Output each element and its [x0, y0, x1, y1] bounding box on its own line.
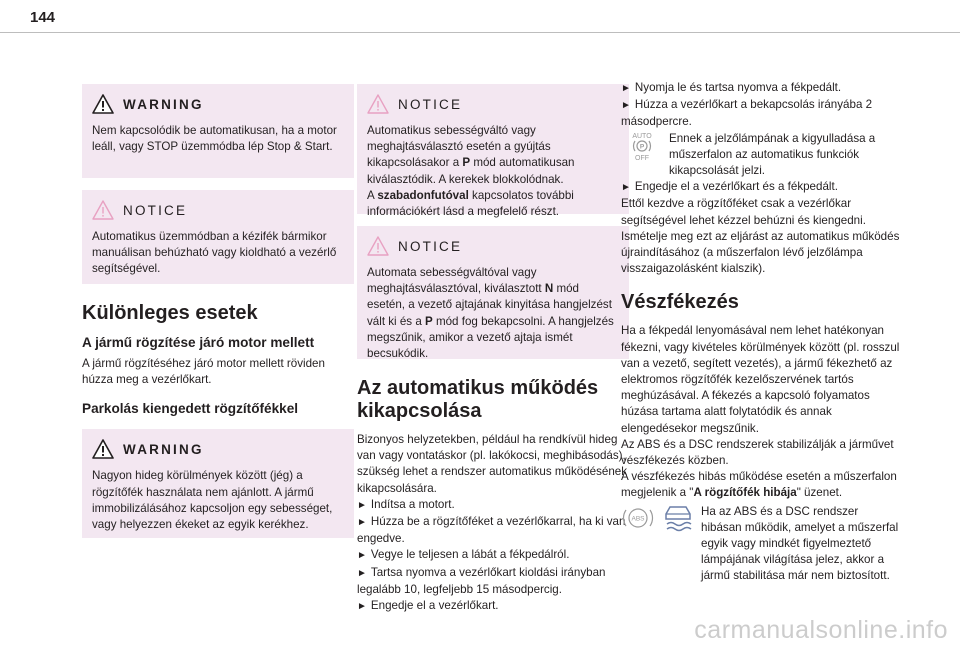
column-1	[82, 84, 354, 550]
list-item: ► Húzza be a rögzítőféket a vezérlőkarral, ha ki van engedve.	[357, 515, 626, 546]
list-item: ► Indítsa a motort.	[357, 497, 455, 511]
notice-box-2	[357, 84, 629, 219]
arrow-icon: ►	[357, 499, 367, 511]
auto-off-brake-icon	[621, 131, 663, 161]
subheading: A jármű rögzítése járó motor mellett	[82, 335, 315, 350]
arrow-icon: ►	[357, 567, 367, 579]
list-item: ► Tartsa nyomva a vezérlőkart kioldási irányban legalább 10, legfeljebb 15 másodpercig.	[357, 565, 606, 596]
list-item: ► Engedje el a vezérlőkart és a fékpedált.	[621, 180, 838, 194]
paragraph: Bizonyos helyzetekben, például ha rendkívül hideg van vagy vontatáskor (pl. lakókocsi, meghibásodás), szükség lehet a rendszer automatikus működésének kikapcsolására.	[357, 433, 628, 495]
warning-triangle-icon	[92, 439, 114, 459]
column-2	[357, 84, 629, 615]
subheading: Parkolás kiengedett rögzítőfékkel	[82, 401, 299, 417]
arrow-icon: ►	[357, 550, 367, 562]
svg-text:ABS: ABS	[631, 515, 645, 523]
arrow-icon: ►	[621, 83, 631, 94]
warning-box-2	[82, 429, 354, 538]
warning-box-1	[82, 84, 354, 178]
step-list	[621, 80, 901, 131]
paragraph: Ettől kezdve a rögzítőféket csak a vezérlőkar segítségével lehet kézzel behúzni és kiengedni. Ismételje meg ezt az eljárást az automatikus működés újraindításához (a műszerfalon lévő jelzőlámpa visszaigazolásként kialszik).	[621, 197, 900, 276]
paragraph: Az ABS és a DSC rendszerek stabilizálják a járművet vészfékezés közben.	[621, 437, 894, 468]
notice-triangle-icon	[367, 236, 389, 256]
list-item: ► Nyomja le és tartsa nyomva a fékpedált.	[621, 81, 842, 94]
section-heading: Vészfékezés	[621, 291, 739, 314]
notice-title: NOTICE	[398, 238, 463, 254]
warning-title: WARNING	[123, 441, 204, 457]
paragraph: A vészfékezés hibás működése esetén a műszerfalon megjelenik a "A rögzítőfék hibája" üzenet.	[621, 470, 897, 500]
auto-off-indicator-row	[621, 131, 901, 180]
page-number: 144	[30, 9, 56, 26]
top-divider	[0, 32, 960, 33]
arrow-icon: ►	[621, 182, 631, 194]
column-3	[621, 80, 901, 585]
svg-text:OFF: OFF	[635, 154, 649, 161]
paragraph: Ha a fékpedál lenyomásával nem lehet hatékonyan fékezni, vagy kivételes körülmények között (pl. rosszul van a vezető, segített vezetés), a jármű fékezhető az elektromos rögzítőfék kezelőszervének tartós meghúzásával. A fékezés a kapcsoló folyamatos húzása tartama alatt folytatódik és annak elengedésekor megszűnik.	[621, 324, 900, 435]
stability-control-icon	[661, 504, 695, 532]
warning-triangle-icon	[92, 94, 114, 114]
arrow-icon: ►	[621, 100, 631, 112]
list-item: ► Húzza a vezérlőkart a bekapcsolás irányába 2 másodpercre.	[621, 98, 873, 129]
warning-title: WARNING	[123, 96, 204, 112]
list-item: ► Vegye le teljesen a lábát a fékpedálról.	[357, 548, 570, 562]
paragraph: A jármű rögzítéséhez járó motor mellett röviden húzza meg a vezérlőkart.	[82, 357, 325, 387]
notice-text: Automatikus sebességváltó vagy meghajtásválasztó esetén a gyújtás kikapcsolásakor a P mód automatikusan kiválasztódik. A kerekek blokkolódnak. A szabadonfutóval kapcsolatos további információkért lásd a megfelelő részt.	[367, 124, 575, 219]
list-item: ► Engedje el a vezérlőkart.	[357, 599, 499, 613]
section-heading: Különleges esetek	[82, 302, 258, 324]
abs-dsc-indicator-row	[621, 504, 901, 585]
svg-text:AUTO: AUTO	[632, 132, 652, 140]
notice-triangle-icon	[367, 94, 389, 114]
icon-description: Ha az ABS és a DSC rendszer hibásan működik, amelyet a műszerfal egyik vagy mindkét figyelmeztető lámpájának világítása jelez, akkor a jármű stabilitása már nem biztosított.	[701, 504, 899, 583]
step-list	[357, 497, 629, 615]
section-heading: Az automatikus működés kikapcsolása	[357, 377, 599, 422]
notice-triangle-icon	[92, 200, 114, 220]
arrow-icon: ►	[357, 601, 367, 613]
notice-box-1	[82, 190, 354, 284]
warning-text: Nem kapcsolódik be automatikusan, ha a motor leáll, vagy STOP üzemmódba lép Stop & Start.	[92, 124, 337, 154]
notice-text: Automatikus üzemmódban a kézifék bármikor manuálisan behúzható vagy kioldható a vezérlő segítségével.	[92, 230, 337, 276]
warning-text: Nagyon hideg körülmények között (jég) a rögzítőfék használata nem ajánlott. A jármű immobilizálásához kapcsoljon egy sebességet, vagy helyezzen ékeket az egyik kerékhez.	[92, 469, 333, 532]
svg-text:P: P	[639, 143, 645, 151]
notice-text: Automata sebességváltóval vagy meghajtásválasztóval, kiválasztott N mód esetén, a vezető ajtajának kinyitása hangjelzést vált ki és a P mód fog bekapcsolni. A hangjelzés megszűnik, amikor a vezető ajtaja ismét becsukódik.	[367, 266, 614, 361]
icon-description: Ennek a jelzőlámpának a kigyulladása a műszerfalon az automatikus funkciók kikapcsolását jelzi.	[669, 131, 876, 178]
notice-title: NOTICE	[123, 202, 188, 218]
watermark: carmanualsonline.info	[694, 616, 948, 644]
arrow-icon: ►	[357, 517, 367, 529]
abs-warning-icon	[621, 504, 655, 532]
notice-title: NOTICE	[398, 96, 463, 112]
notice-box-3	[357, 226, 629, 359]
